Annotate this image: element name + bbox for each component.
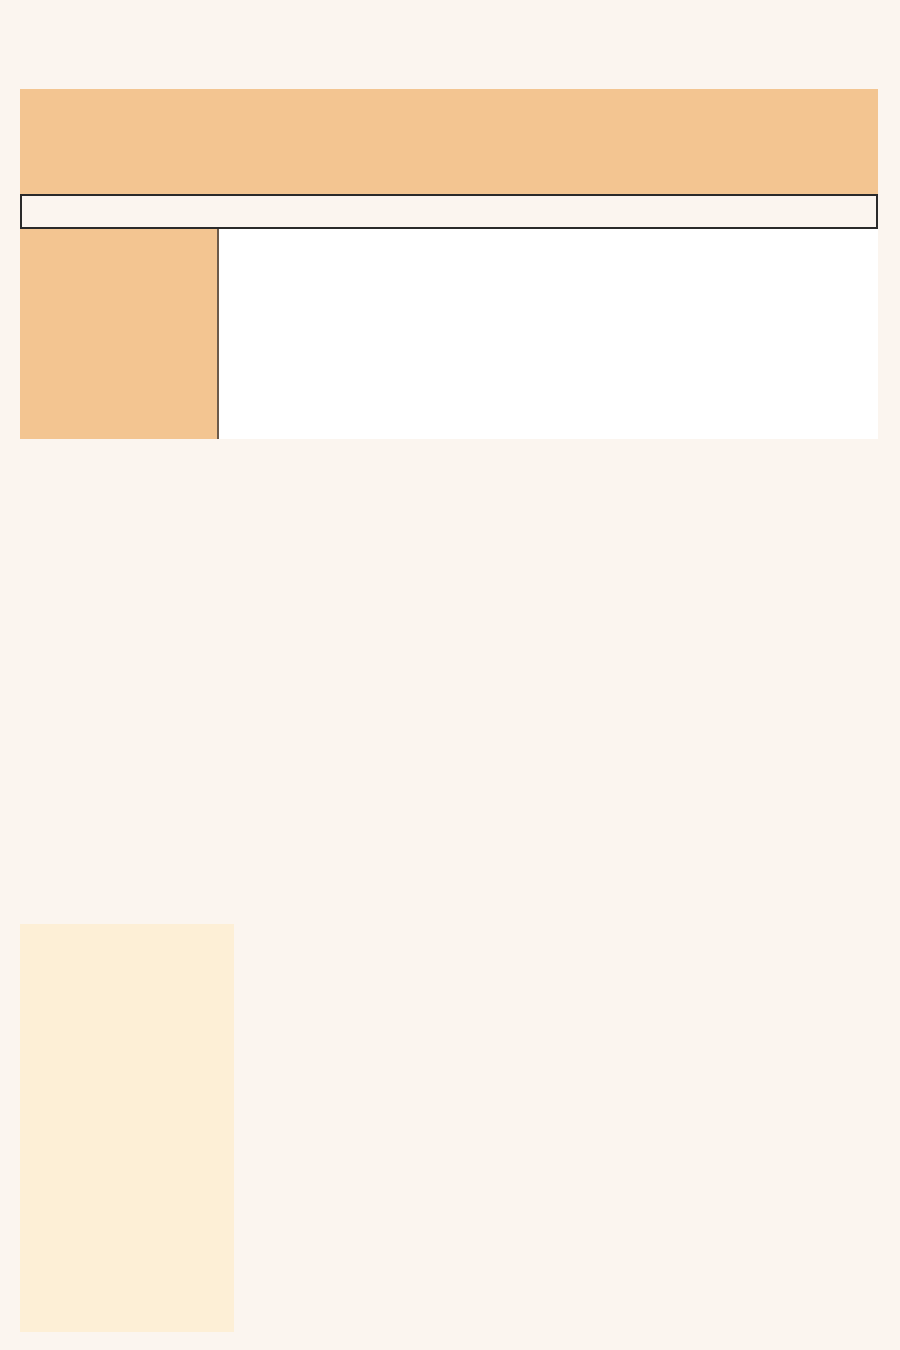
body-measurements xyxy=(20,229,878,439)
letter-size-row xyxy=(20,194,878,229)
measurement-labels xyxy=(20,229,219,439)
measurement-values xyxy=(219,229,878,439)
suggested-fabrics-panel xyxy=(20,924,234,1332)
size-conversion-band xyxy=(20,89,878,194)
size-guide-table xyxy=(20,89,878,439)
